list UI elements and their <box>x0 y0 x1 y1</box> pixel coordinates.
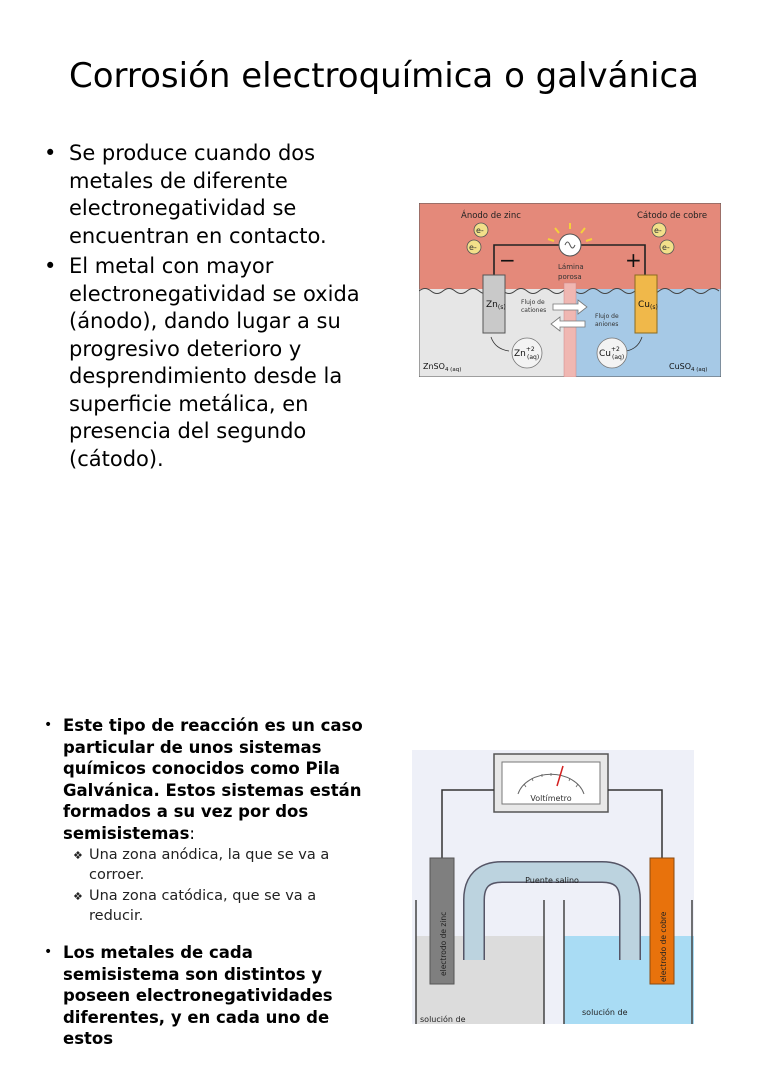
anion-flow-label: Flujo de <box>595 313 619 320</box>
sub-list <box>63 846 374 926</box>
electron-icon <box>467 240 481 254</box>
copper-ion <box>597 338 627 368</box>
svg-text:(aq): (aq) <box>527 354 540 361</box>
electron-icon <box>652 223 666 237</box>
electron-icon <box>660 240 674 254</box>
voltmeter-label: Voltímetro <box>530 794 572 803</box>
left-solution-label: solución de <box>420 1015 466 1024</box>
bullet-list <box>44 140 374 476</box>
galvanic-cell-diagram <box>419 203 721 377</box>
left-solution-label: ZnSO$_{4 (aq)}$ <box>423 362 462 373</box>
zinc-ion <box>512 338 542 368</box>
svg-text:Zn+2: $Zn^{+2}$ <box>514 346 535 359</box>
porous-membrane <box>564 283 576 377</box>
anion-flow-label: aniones <box>595 321 619 328</box>
slide-title: Corrosión electroquímica o galvánica <box>68 55 700 96</box>
plus-sign: + <box>625 248 642 272</box>
cathode-label: Cátodo de cobre <box>637 211 708 221</box>
svg-text:Cu+2: $Cu^{+2}$ <box>599 346 620 359</box>
electron-icon <box>474 223 488 237</box>
svg-text:(aq): (aq) <box>612 354 625 361</box>
sub-item: ❖ Una zona anódica, la que se va a corroer. <box>69 846 374 885</box>
voltmeter-icon <box>494 754 608 812</box>
bullet-list <box>44 715 374 1066</box>
svg-text:e-: e- <box>654 226 662 235</box>
salt-bridge-label: Puente salino <box>525 876 579 885</box>
svg-text:e-: e- <box>469 243 477 252</box>
right-solution-label: solución de <box>582 1008 628 1017</box>
right-solution-label: CuSO$_{4 (aq)}$ <box>669 362 708 373</box>
minus-sign: − <box>499 248 516 272</box>
cu-electrode-label: $Cu_{(s)}$ <box>638 300 658 311</box>
zn-electrode-label: $Zn_{(s)}$ <box>486 300 506 311</box>
bullet-item: • Este tipo de reacción es un caso particular de unos sistemas químicos conocidos como Pila Galvánica. Estos sistemas están formados a su vez por dos semisistemas: ❖ Una zona anódica, la que se va a corroer. ❖ Una zona catódica, que se va a reducir. <box>44 715 374 926</box>
bullet-item: • Los metales de cada semisistema son distintos y poseen electronegatividades diferentes, y en cada uno de estos <box>44 942 374 1050</box>
membrane-label: Lámina <box>558 263 584 271</box>
membrane-label: porosa <box>558 273 582 281</box>
cation-flow-label: Flujo de <box>521 299 545 306</box>
bullet-item: • Se produce cuando dos metales de diferente electronegatividad se encuentran en contacto. <box>44 140 374 250</box>
zinc-electrode-label: electrodo de zinc <box>439 911 448 976</box>
bullet-item: • El metal con mayor electronegatividad se oxida (ánodo), dando lugar a su progresivo deterioro y desprendimiento desde la superficie metálica, en presencia del segundo (cátodo). <box>44 253 374 473</box>
cation-flow-label: cationes <box>521 307 547 314</box>
anode-label: Ánodo de zinc <box>461 211 521 221</box>
sub-item: ❖ Una zona catódica, que se va a reducir. <box>69 887 374 926</box>
svg-text:e-: e- <box>662 243 670 252</box>
copper-electrode-label: electrodo de cobre <box>659 911 668 982</box>
salt-bridge-cell-diagram <box>412 750 694 1024</box>
svg-text:e-: e- <box>476 226 484 235</box>
